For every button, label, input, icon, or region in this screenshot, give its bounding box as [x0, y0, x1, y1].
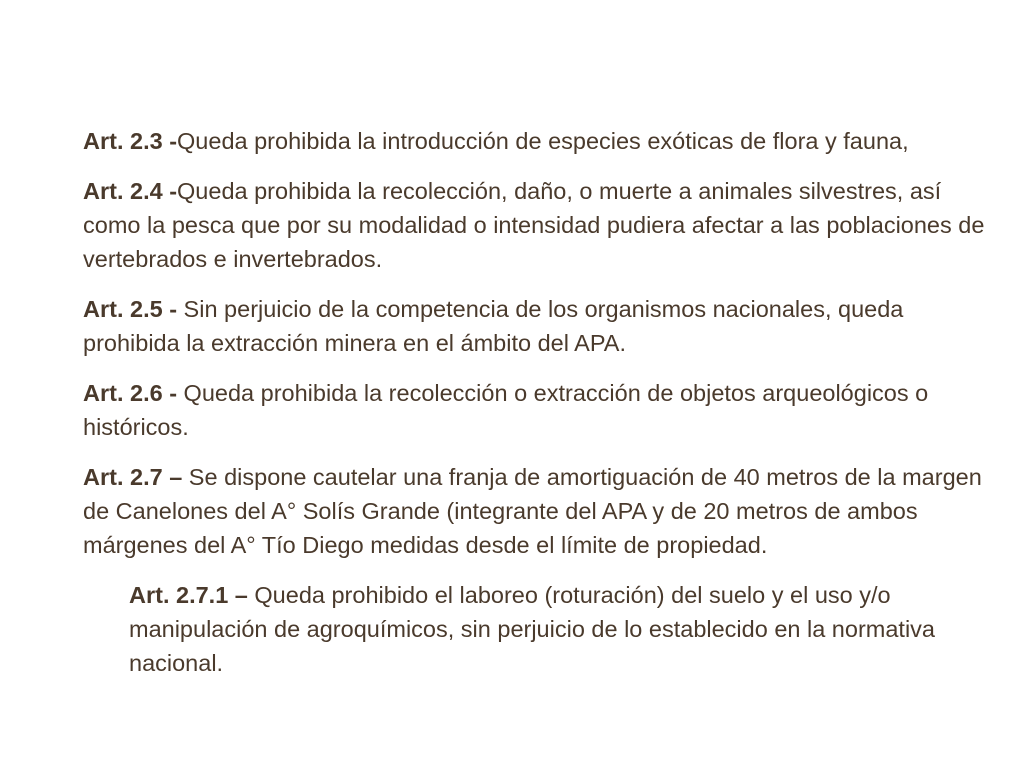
article-label: Art. 2.5 -: [83, 296, 178, 322]
article-2-3: [83, 124, 998, 158]
article-label: Art. 2.6 -: [83, 380, 178, 406]
article-text: Sin perjuicio de la competencia de los organismos nacionales, queda prohibida la extracción minera en el ámbito del APA.: [83, 296, 904, 356]
article-2-7-1: [129, 578, 969, 680]
article-2-6: [83, 376, 998, 444]
article-label: Art. 2.7 –: [83, 464, 183, 490]
article-text: Queda prohibida la recolección, daño, o muerte a animales silvestres, así como la pesca que por su modalidad o intensidad pudiera afectar a las poblaciones de vertebrados e invertebrados.: [83, 178, 985, 272]
article-text: Queda prohibido el laboreo (roturación) del suelo y el uso y/o manipulación de agroquímicos, sin perjuicio de lo establecido en la normativa nacional.: [129, 582, 935, 676]
article-text: Queda prohibida la recolección o extracción de objetos arqueológicos o históricos.: [83, 380, 929, 440]
article-text: Se dispone cautelar una franja de amortiguación de 40 metros de la margen de Canelones del A° Solís Grande (integrante del APA y de 20 metros de ambos márgenes del A° Tío Diego medidas desde el límite de propiedad.: [83, 464, 982, 558]
article-2-4: [83, 174, 998, 276]
article-label: Art. 2.4 -: [83, 178, 178, 204]
article-text: Queda prohibida la introducción de especies exóticas de flora y fauna,: [177, 128, 909, 154]
article-label: Art. 2.7.1 –: [129, 582, 248, 608]
articles-list: [83, 124, 998, 696]
article-2-5: [83, 292, 998, 360]
article-2-7: [83, 460, 998, 562]
article-label: Art. 2.3 -: [83, 128, 178, 154]
